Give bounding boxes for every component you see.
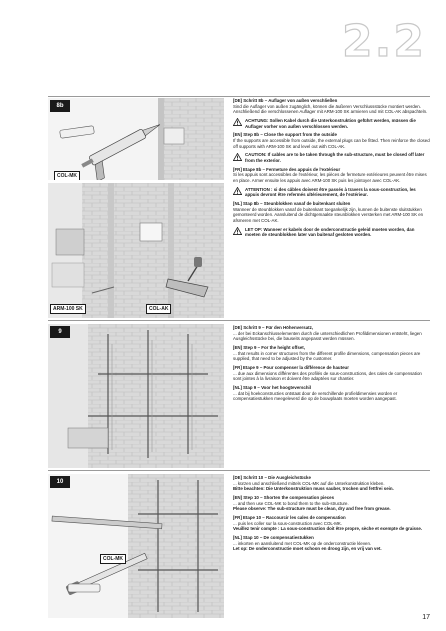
step-heading: [EN] Step 9 [233,344,257,350]
paragraph-fr [233,515,430,532]
product-label: COL-MK [100,554,126,564]
step-heading: [DE] Schritt 8b [233,98,264,103]
paragraph-en [233,495,430,512]
warning-icon [233,118,242,126]
paragraph-de [233,475,430,492]
step-body: ... dat bij hoekconstructies ontstaat door de verschillende profieldimensies worden er compensatiestukken meegeleverd die op de bouwplaats moeten worden aangepast. [233,390,398,402]
step-title: – Auflager von außen verschließen [263,98,338,103]
step-title: – For the height offset, [256,344,305,350]
step-title: – Für den Höhenversatz, [260,325,314,330]
warning-note [233,152,430,163]
note-label: Let op: [233,546,248,552]
figure-step-9 [48,324,224,468]
step-heading: [FR] Etape 8b [233,166,262,172]
warning-text: ACHTUNG: Sollen Kabel durch die Unterkonstruktion geführt werden, müssen die Auflager vorher von außen verschlossen werden. [245,117,416,129]
step-heading: [NL] Stap 9 [233,384,257,390]
step-heading: [EN] Step 10 [233,494,259,500]
warning-note [233,227,430,238]
warning-note [233,187,430,198]
step-badge: 8b [50,100,70,112]
warning-icon [233,153,242,161]
step-body: Wanneer de steunblokken vanaf de buitenkant toegankelijk zijn, kunnen de buitenste sluitstukken gemonteerd worden. Aansluitend de dichtgemaakte steunblokken versterken met ARM-100 SK en afsmeren met COL-AK. [233,206,424,223]
step-title: – Shorten the compensation pieces [258,494,335,500]
warning-icon [233,187,242,195]
step-body: Si les appuis sont accessibles de l'extérieur, les pièces de fermeture extérieures peuvent être mises en place. Armer ensuite les appuis avec ARM-100 SK puis les jointoyer avec COL-AK. [233,172,427,183]
paragraph-de [233,325,430,342]
paragraph-en [233,345,430,362]
step-title: – De compensatiestukken [258,534,314,540]
warning-text: LET OP: Wanneer er kabels door de onderconstructie geleid moeten worden, dan moeten de steunblokken later van buitenaf gesloten worden. [245,226,415,238]
paragraph-nl [233,385,430,402]
text-step-8b [233,98,430,241]
note-text: The sub-structure must be clean, dry and free from grease. [266,506,391,512]
step-body: Sind die Auflager von außen zugänglich, können die äußeren Verschlussstücke montiert werden. Anschließend die verschlossenen Auflager mit ARM-100 SK armieren und mit COL-AK abspachteln. [233,103,428,115]
note-text: La sous-construction doit être propre, sèche et exempte de graisse. [279,526,423,532]
note-label: Veuillez tenir compte : [233,526,280,532]
paragraph-nl [233,201,430,223]
step-badge: 9 [50,326,70,338]
step-title: – Fermeture des appuis de l'extérieur [261,166,341,172]
warning-text: ATTENTION : si des câbles doivent être passés à travers la sous-construction, les appuis devront être refermés ultérieurement, de l'extérieur. [245,186,416,198]
warning-text: CAUTION: If cables are to be taken through the sub-structure, must be closed off later from the exterior. [245,152,425,163]
paragraph-nl [233,535,430,552]
paragraph-fr [233,365,430,382]
wall-illustration [48,324,224,468]
step-badge: 10 [50,476,70,488]
step-title: – Voor het hoogteverschil [256,384,311,390]
step-title: – Pour compenser la différence de hauteur [258,364,349,370]
paragraph-de [233,98,430,115]
step-heading: [NL] Stap 10 [233,534,259,540]
step-title: – Raccourcir les cales de compensation [261,514,346,520]
text-step-9 [233,325,430,405]
product-label: COL-MK [54,171,80,180]
divider [48,470,430,471]
step-title: – Steunblokken vanaf de buitenkant sluiten [258,201,351,207]
note-text: De onderconstructie moet schoon en droog zijn, en vrij van vet. [247,546,382,552]
note-label: Bitte beachten: [233,486,265,492]
figure-step-10 [48,474,224,618]
note-text: Die Unterkonstruktion muss sauber, trocken und fettfrei sein. [264,486,394,492]
product-label: ARM-100 SK [50,304,86,314]
figure-step-8b-reinforcement [48,183,224,318]
step-body: ... that results in corner structures from the different profile dimensions, compensation pieces are supplied, that need to be adjusted by the customer. [233,350,421,362]
wall-illustration [48,183,224,318]
step-heading: [DE] Schritt 10 [233,475,264,480]
step-body: ... inkorten en aansluitend met COL-MK op de onderconstructie kleven. [233,540,372,546]
text-step-10 [233,475,430,555]
warning-icon [233,227,242,235]
step-body: If the supports are accessible from outside, the external plugs can be fitted. Then reinforce the closed off supports with ARM-100 SK and level out with COL-AK. [233,137,430,149]
product-label: COL-AK [146,304,171,314]
figure-step-8b [48,98,224,180]
warning-note [233,118,430,129]
divider [48,96,430,97]
step-body: ... kürzen und anschließend mittels COL-MK auf die Unterkonstruktion kleben. [233,480,385,486]
step-heading: [FR] Etape 9 [233,364,259,370]
wall-illustration [48,98,224,180]
wall-illustration [48,474,224,618]
step-body: ... and then use COL-MK to bond them to the sub-structure. [233,500,349,506]
step-heading: [NL] Stap 8b [233,201,259,207]
paragraph-en [233,132,430,149]
step-body: ... der bei Eckanschlusselementen durch die unterschiedlichen Profildimensionen entsteht, liegen Ausgleichsstücke bei, die bauseits angepasst werden müssen. [233,330,422,342]
section-number: 2.2 [342,16,426,67]
paragraph-fr [233,167,430,184]
step-title: – Close the support from the outside [259,132,337,138]
step-heading: [DE] Schritt 9 [233,325,261,330]
page-number: 17 [422,614,430,621]
step-heading: [EN] Step 8b [233,132,260,138]
step-body: ... due aux dimensions différentes des profilés de sous-constructions, des cales de compensation sont jointes à la livraison et doivent être adaptées sur chantier. [233,370,422,382]
note-label: Please observe: [233,506,267,512]
step-title: – Die Ausgleichstücke [263,475,311,480]
divider [48,320,430,321]
step-body: ... puis les coller sur la sous-construction avec COL-MK. [233,520,343,526]
step-heading: [FR] Etape 10 [233,514,262,520]
